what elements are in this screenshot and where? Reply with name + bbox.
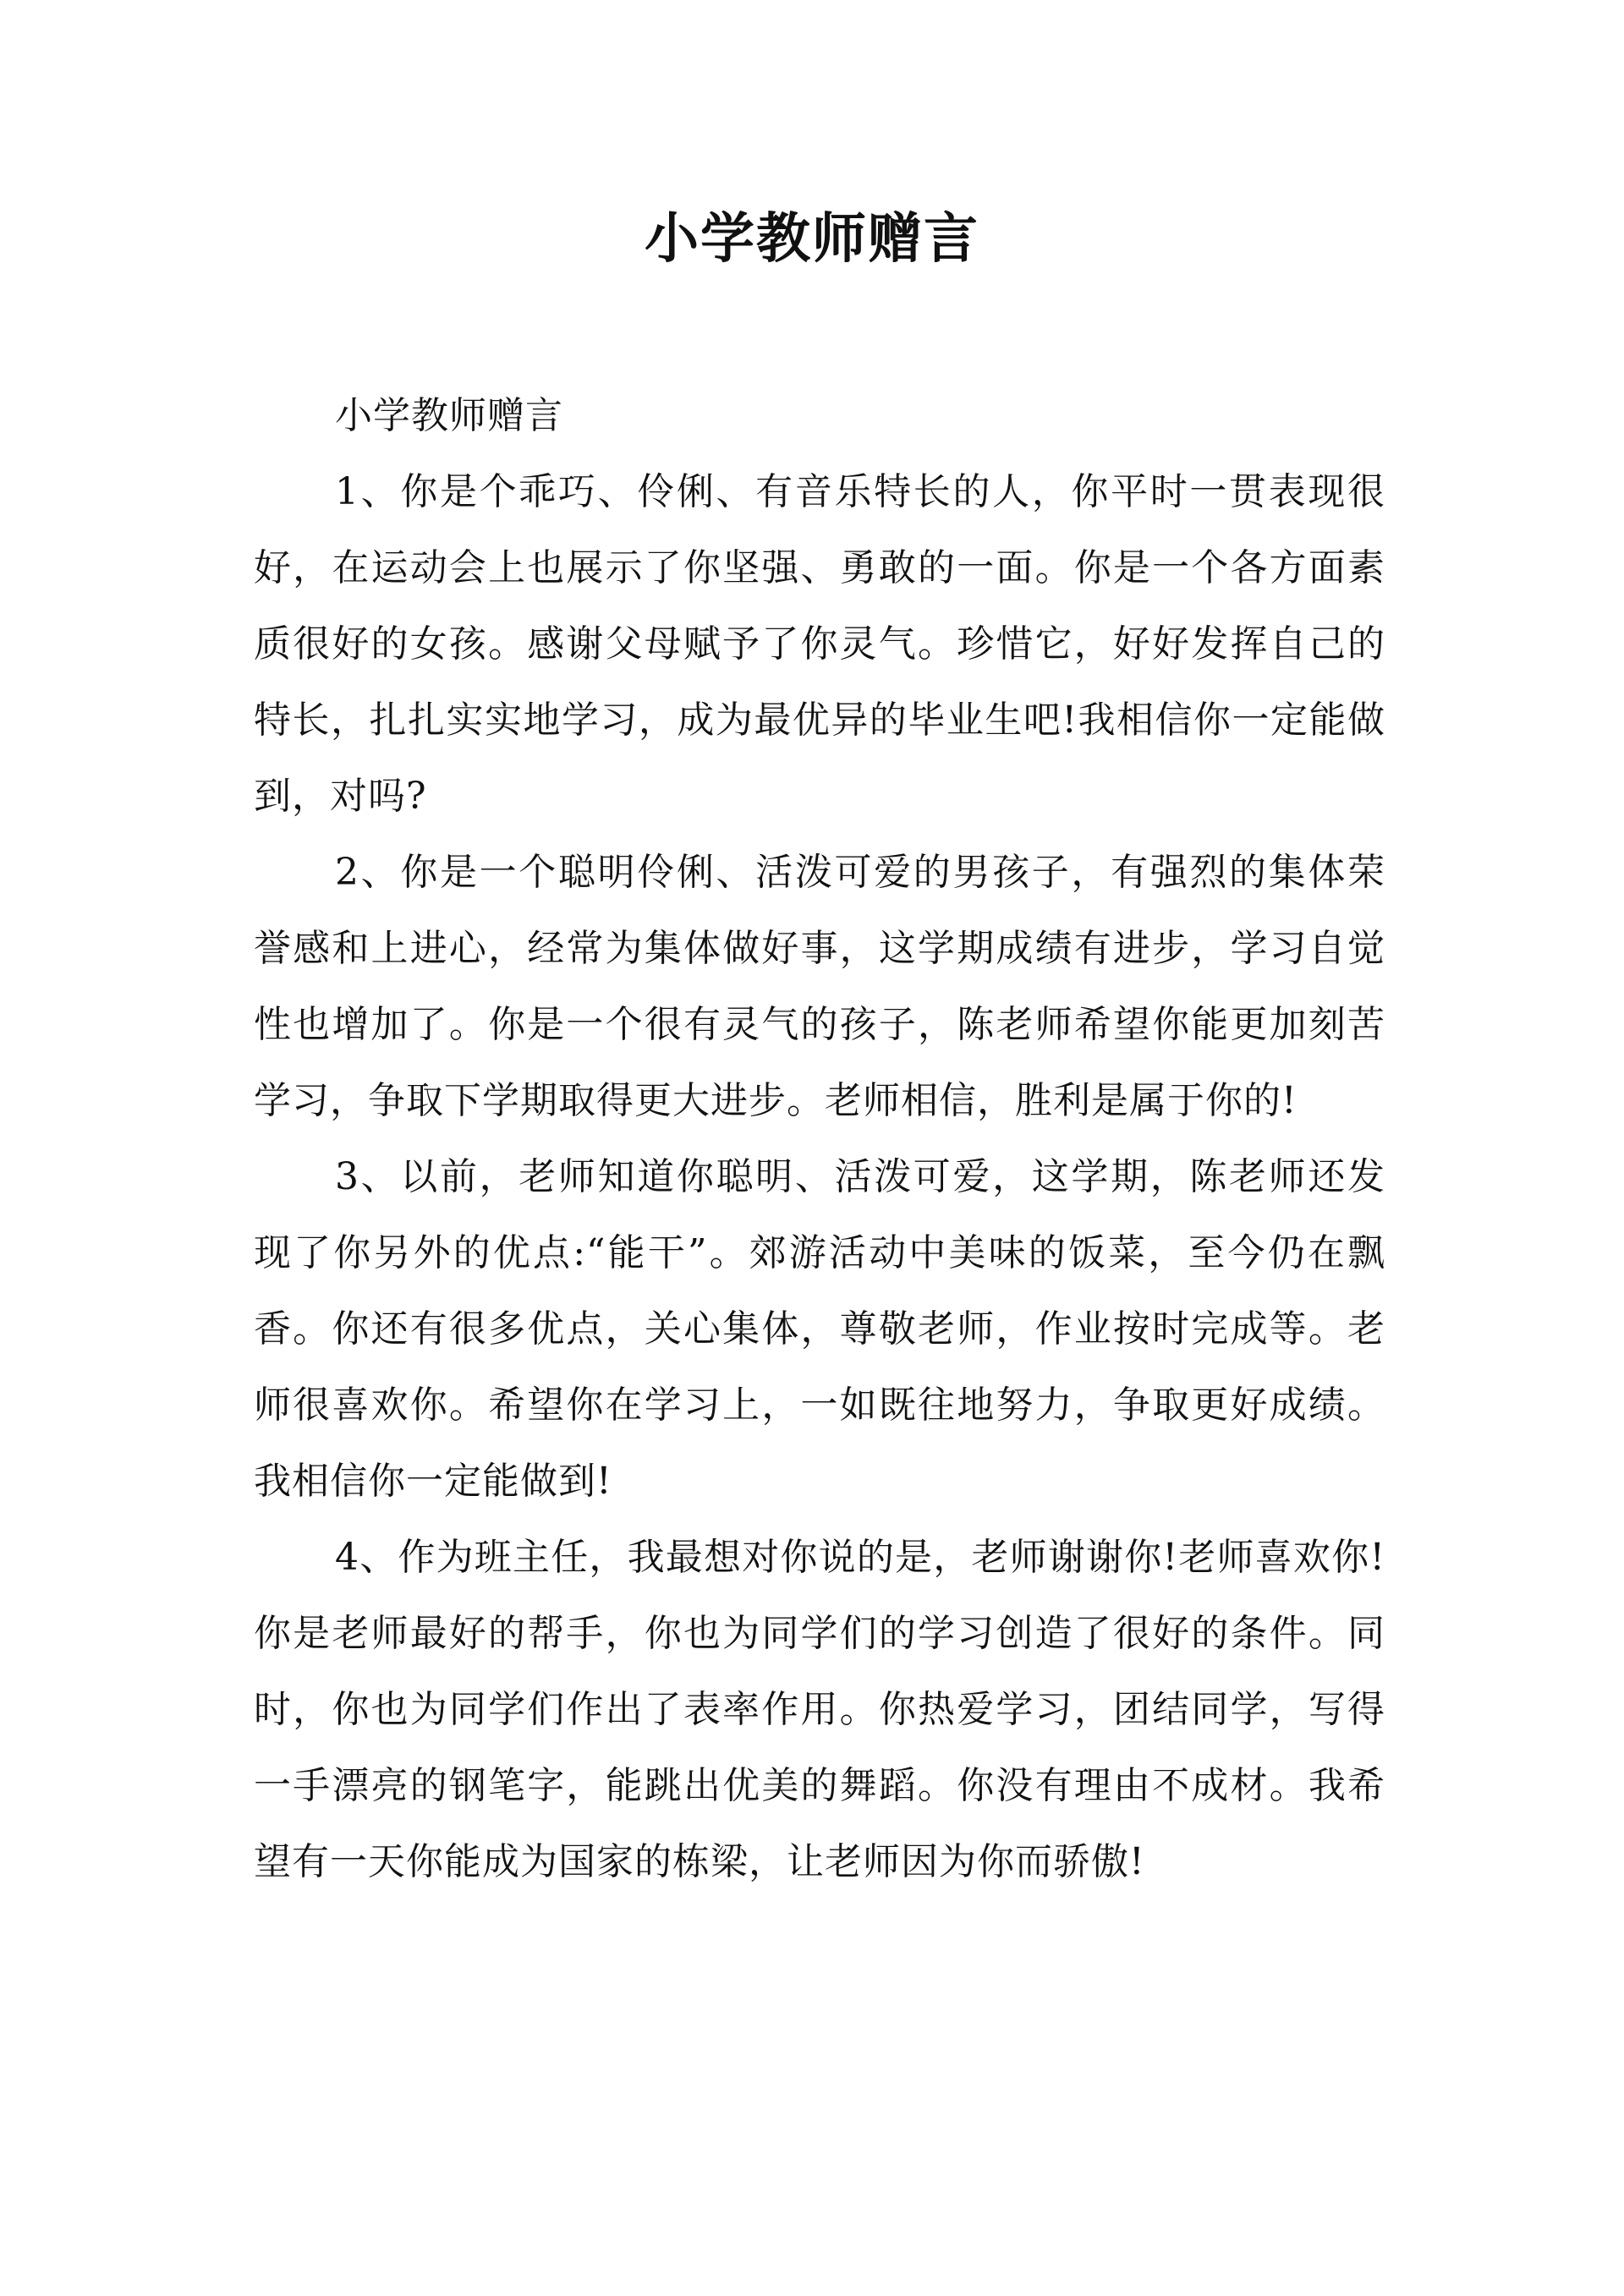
paragraph-4: 4、作为班主任，我最想对你说的是，老师谢谢你!老师喜欢你!你是老师最好的帮手，你也为同学们的学习创造了很好的条件。同时，你也为同学们作出了表率作用。你热爱学习，团结同学，写得一手漂亮的钢笔字，能跳出优美的舞蹈。你没有理由不成材。我希望有一天你能成为国家的栋梁，让老师因为你而骄傲! [254,1536,1385,1883]
paragraph-1: 1、你是个乖巧、伶俐、有音乐特长的人，你平时一贯表现很好，在运动会上也展示了你坚强、勇敢的一面。你是一个各方面素质很好的女孩。感谢父母赋予了你灵气。珍惜它，好好发挥自己的特长，扎扎实实地学习，成为最优异的毕业生吧!我相信你一定能做到，对吗? [254,470,1385,818]
document-body [254,378,1385,1900]
document-title: 小学教师赠言 [645,207,979,271]
paragraph-2: 2、你是一个聪明伶俐、活泼可爱的男孩子，有强烈的集体荣誉感和上进心，经常为集体做好事，这学期成绩有进步，学习自觉性也增加了。你是一个很有灵气的孩子，陈老师希望你能更加刻苦学习，争取下学期取得更大进步。老师相信，胜利是属于你的! [254,851,1385,1122]
document-subtitle: 小学教师赠言 [335,394,563,437]
paragraph-3: 3、以前，老师知道你聪明、活泼可爱，这学期，陈老师还发现了你另外的优点:“能干”。郊游活动中美味的饭菜，至今仍在飘香。你还有很多优点，关心集体，尊敬老师，作业按时完成等。老师很喜欢你。希望你在学习上，一如既往地努力，争取更好成绩。我相信你一定能做到! [254,1155,1385,1503]
